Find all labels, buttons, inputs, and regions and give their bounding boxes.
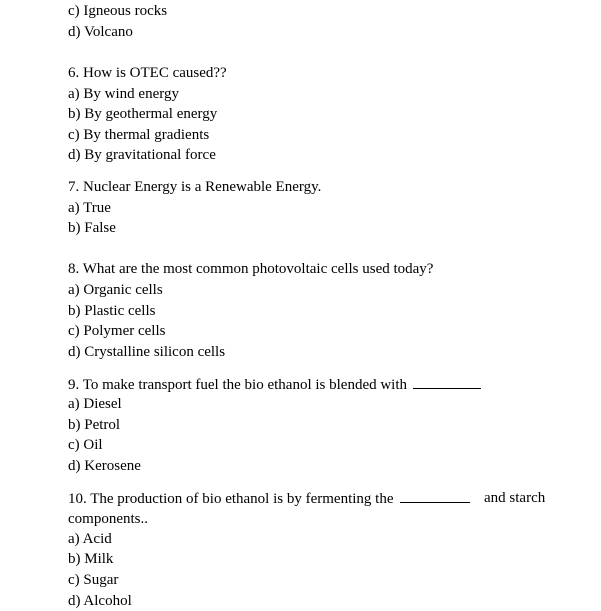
q5-option-d: d) Volcano [68,24,133,40]
q9-option-d: d) Kerosene [68,458,141,474]
q10-option-a: a) Acid [68,531,112,547]
q10-question-line [68,489,470,508]
q10-question-part1: 10. The production of bio ethanol is by fermenting the [68,491,394,507]
q5-option-c: c) Igneous rocks [68,3,168,19]
q9-option-b: b) Petrol [68,417,121,433]
q6-option-d: d) By gravitational force [68,147,216,163]
q9-answer-blank [413,375,481,389]
q8-option-d: d) Crystalline silicon cells [68,344,226,360]
q9-question-line [68,375,481,394]
q6-option-b: b) By geothermal energy [68,106,218,122]
q10-question-line2: components.. [68,511,148,527]
q8-option-c: c) Polymer cells [68,323,166,339]
q7-option-a: a) True [68,200,111,216]
q10-option-c: c) Sugar [68,572,119,588]
q10-option-b: b) Milk [68,551,114,567]
q9-question: 9. To make transport fuel the bio ethanol is blended with [68,377,408,393]
q6-option-a: a) By wind energy [68,86,179,102]
q6-question: 6. How is OTEC caused?? [68,65,227,81]
q10-question-part2: and starch [484,490,546,506]
q7-question: 7. Nuclear Energy is a Renewable Energy. [68,179,322,195]
q9-option-a: a) Diesel [68,396,122,412]
q10-answer-blank [400,489,470,503]
q10-option-d: d) Alcohol [68,593,132,609]
q6-option-c: c) By thermal gradients [68,127,210,143]
q8-option-a: a) Organic cells [68,282,163,298]
q8-question: 8. What are the most common photovoltaic cells used today? [68,261,434,277]
q8-option-b: b) Plastic cells [68,303,156,319]
q7-option-b: b) False [68,220,116,236]
q9-option-c: c) Oil [68,437,103,453]
